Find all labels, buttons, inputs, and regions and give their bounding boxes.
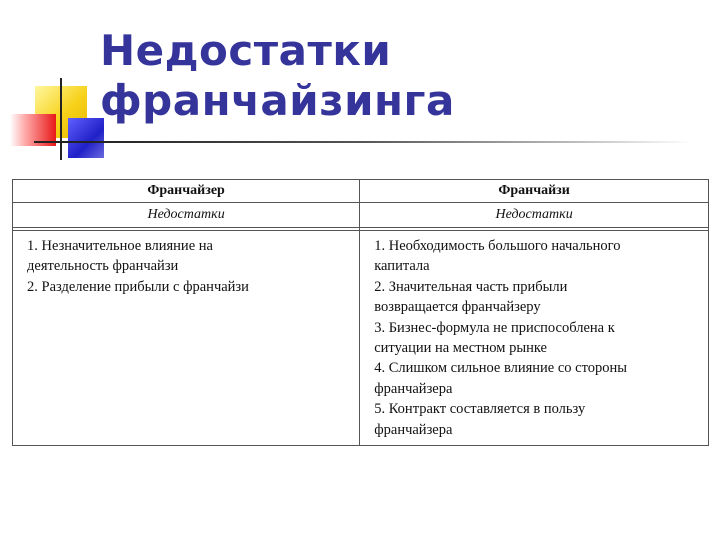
franchisee-line: франчайзера <box>374 421 453 438</box>
slide-title-line2: франчайзинга <box>100 76 455 125</box>
table-header-row <box>13 180 709 203</box>
title-underline-rule <box>92 141 692 143</box>
header-franchisor: Франчайзер <box>13 180 360 203</box>
subheader-franchisor: Недостатки <box>13 203 360 228</box>
slide-title <box>100 26 455 126</box>
franchisee-line: франчайзера <box>374 380 453 397</box>
franchisor-line: 1. Незначительное влияние на <box>27 238 213 254</box>
slide-logo-decoration <box>0 0 110 170</box>
franchisor-line: деятельность франчайзи <box>27 258 179 275</box>
franchisee-disadvantages-cell <box>360 231 709 446</box>
franchisee-line: ситуации на местном рынке <box>374 340 547 357</box>
franchisee-line: 2. Значительная часть прибыли <box>374 278 568 295</box>
header-franchisee: Франчайзи <box>360 180 709 203</box>
franchisee-line: 3. Бизнес-формула не приспособлена к <box>374 319 615 336</box>
franchisor-disadvantages-cell <box>13 231 360 446</box>
franchisee-line: возвращается франчайзеру <box>374 299 541 316</box>
franchisee-line: капитала <box>374 258 430 275</box>
subheader-franchisee: Недостатки <box>360 203 709 228</box>
franchisee-line: 5. Контракт составляется в пользу <box>374 401 586 418</box>
slide-title-line1: Недостатки <box>100 26 392 75</box>
table-subheader-row <box>13 203 709 228</box>
table-body-row <box>13 231 709 446</box>
franchisee-line: 1. Необходимость большого начального <box>374 238 621 254</box>
franchisee-line: 4. Слишком сильное влияние со стороны <box>374 360 627 377</box>
logo-blue-square <box>68 118 104 158</box>
disadvantages-table <box>12 179 709 446</box>
logo-horizontal-line <box>34 141 94 143</box>
logo-vertical-line <box>60 78 62 160</box>
franchisor-line: 2. Разделение прибыли с франчайзи <box>27 278 249 295</box>
